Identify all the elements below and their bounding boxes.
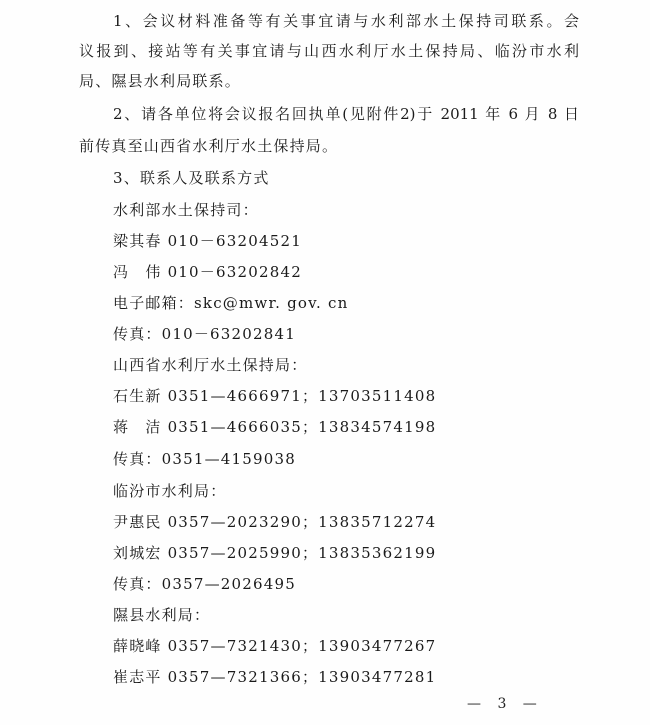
shanxi-contact-1: 石生新 0351—4666971；13703511408	[113, 387, 437, 405]
ministry-fax: 传真：010－63202841	[113, 325, 296, 343]
para1-line2: 议报到、接站等有关事宜请与山西水利厅水土保持局、临汾市水利	[79, 42, 579, 60]
para2-line2: 前传真至山西省水利厅水土保持局。	[79, 137, 339, 155]
shanxi-title: 山西省水利厅水土保持局：	[113, 356, 308, 374]
para3-heading: 3、联系人及联系方式	[113, 169, 270, 187]
xixian-title: 隰县水利局：	[113, 606, 211, 624]
para1-line3: 局、隰县水利局联系。	[79, 72, 242, 90]
shanxi-fax: 传真：0351—4159038	[113, 450, 296, 468]
xixian-contact-2: 崔志平 0357—7321366；13903477281	[113, 668, 437, 686]
linfen-contact-2: 刘城宏 0357—2025990；13835362199	[113, 544, 437, 562]
page-number: — 3 —	[467, 696, 543, 712]
ministry-email: 电子邮箱：skc@mwr. gov. cn	[113, 294, 349, 312]
para1-line1: 1、会议材料准备等有关事宜请与水利部水土保持司联系。会	[113, 12, 579, 30]
shanxi-contact-2: 蒋 洁 0351—4666035；13834574198	[113, 418, 437, 436]
ministry-title: 水利部水土保持司：	[113, 201, 259, 219]
xixian-contact-1: 薛晓峰 0357—7321430；13903477267	[113, 637, 437, 655]
ministry-contact-1: 梁其春 010－63204521	[113, 232, 302, 250]
linfen-contact-1: 尹惠民 0357—2023290；13835712274	[113, 513, 437, 531]
para2-line1: 2、请各单位将会议报名回执单(见附件2)于 2011 年 6 月 8 日	[113, 105, 579, 123]
ministry-contact-2: 冯 伟 010－63202842	[113, 263, 302, 281]
linfen-fax: 传真：0357—2026495	[113, 575, 296, 593]
linfen-title: 临汾市水利局：	[113, 482, 227, 500]
